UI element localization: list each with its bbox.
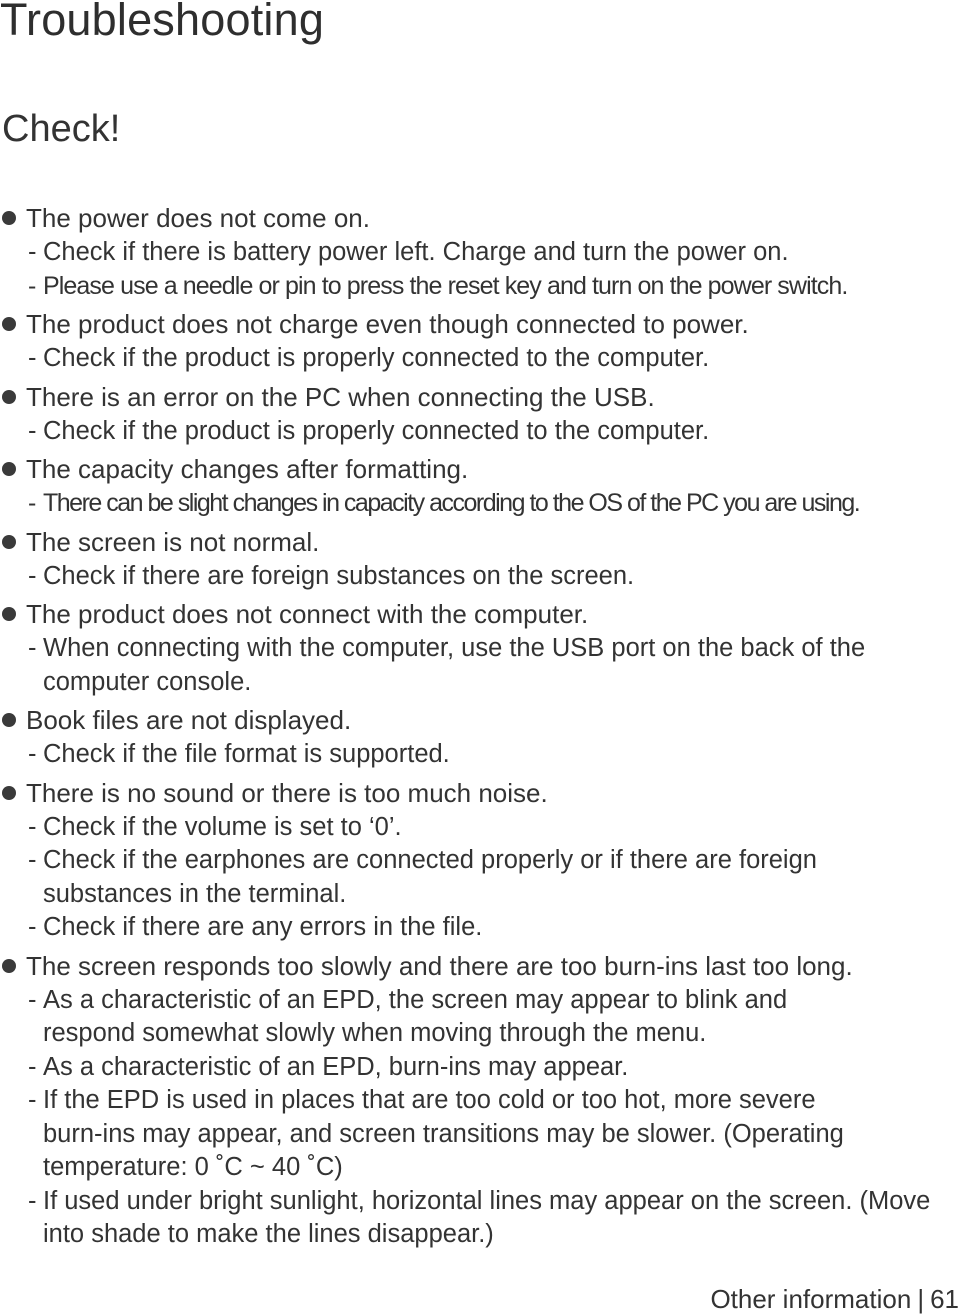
solution-item [0, 236, 965, 270]
bullet-icon [2, 959, 16, 973]
dash-marker: - [28, 913, 37, 941]
solution-list [0, 984, 965, 1252]
solution-text: As a characteristic of an EPD, burn-ins may appear. [43, 1052, 629, 1081]
bullet-icon [2, 317, 16, 331]
solution-item [0, 1051, 965, 1085]
issue-item [0, 200, 965, 303]
solution-item [0, 738, 965, 772]
solution-text: Check if there are any errors in the file. [43, 913, 483, 941]
bullet-icon [2, 713, 16, 727]
solution-item [0, 415, 965, 449]
issue-heading [0, 596, 965, 632]
page-number: 61 [930, 1284, 959, 1314]
solution-text: Check if the product is properly connected to the computer. [43, 416, 710, 445]
dash-marker: - [28, 740, 37, 768]
bullet-icon [2, 786, 16, 800]
solution-text: As a characteristic of an EPD, the screen may appear to blink and respond somewhat slowly when moving through the menu. [43, 985, 788, 1047]
issue-text: Book files are not displayed. [26, 705, 352, 735]
page-title: Troubleshooting [0, 0, 325, 45]
solution-item [0, 811, 965, 845]
issue-text: There is an error on the PC when connecting the USB. [26, 381, 655, 412]
solution-item [0, 844, 965, 911]
section-title: Check! [2, 108, 121, 150]
dash-marker: - [28, 416, 37, 445]
solution-list [0, 738, 965, 772]
issue-text: The screen is not normal. [26, 526, 320, 557]
dash-marker: - [28, 344, 37, 372]
solution-text: Check if the file format is supported. [43, 740, 450, 768]
dash-marker: - [28, 489, 35, 517]
solution-list [0, 811, 965, 945]
solution-item [0, 1185, 965, 1252]
troubleshooting-list [0, 200, 965, 1252]
solution-text: Please use a needle or pin to press the reset key and turn on the power switch. [43, 271, 848, 300]
bullet-icon [2, 607, 16, 621]
dash-marker: - [28, 1052, 37, 1081]
issue-heading [0, 948, 965, 984]
dash-marker: - [28, 1086, 37, 1114]
bullet-icon [2, 390, 16, 404]
solution-item [0, 1084, 965, 1185]
footer-section-label: Other information [710, 1284, 912, 1314]
issue-item [0, 451, 965, 521]
dash-marker: - [28, 846, 37, 874]
issue-heading [0, 379, 965, 415]
issue-text: The product does not connect with the computer. [26, 599, 589, 629]
solution-list [0, 632, 965, 699]
solution-item [0, 342, 965, 376]
dash-marker: - [28, 634, 37, 662]
issue-text: The power does not come on. [26, 203, 370, 233]
solution-text: There can be slight changes in capacity according to the OS of the PC you are using. [43, 489, 860, 517]
solution-text: If used under bright sunlight, horizontal lines may appear on the screen. (Move into shade to make the lines disappear.) [43, 1186, 931, 1248]
issue-text: The capacity changes after formatting. [26, 454, 469, 484]
issue-item [0, 948, 965, 1252]
solution-list [0, 236, 965, 303]
solution-item [0, 560, 965, 594]
solution-text: Check if there is battery power left. Charge and turn the power on. [43, 238, 789, 266]
bullet-icon [2, 535, 16, 549]
solution-text: If the EPD is used in places that are too cold or too hot, more severe burn-ins may appear, and screen transitions may be slower. (Operating temperature: 0 ˚C ~ 40 ˚C) [43, 1086, 844, 1181]
dash-marker: - [28, 985, 37, 1014]
solution-list [0, 560, 965, 594]
solution-item [0, 270, 965, 304]
issue-item [0, 306, 965, 376]
dash-marker: - [28, 812, 37, 841]
bullet-icon [2, 462, 16, 476]
bullet-icon [2, 211, 16, 225]
footer-separator: | [917, 1284, 925, 1314]
solution-text: Check if there are foreign substances on the screen. [43, 561, 635, 590]
solution-item [0, 632, 965, 699]
dash-marker: - [28, 561, 37, 590]
issue-item [0, 596, 965, 699]
solution-list [0, 342, 965, 376]
issue-text: The product does not charge even though connected to power. [26, 309, 749, 339]
issue-heading [0, 524, 965, 560]
issue-heading [0, 702, 965, 738]
issue-heading [0, 306, 965, 342]
issue-item [0, 379, 965, 449]
solution-item [0, 984, 965, 1051]
issue-heading [0, 451, 965, 487]
issue-item [0, 702, 965, 772]
dash-marker: - [28, 271, 36, 300]
issue-item [0, 775, 965, 945]
issue-text: There is no sound or there is too much noise. [26, 777, 548, 808]
solution-text: Check if the volume is set to ‘0’. [43, 812, 402, 841]
solution-list [0, 487, 965, 521]
solution-item [0, 487, 965, 521]
page-footer [710, 1284, 959, 1315]
solution-text: Check if the product is properly connected to the computer. [43, 344, 710, 372]
dash-marker: - [28, 238, 37, 266]
solution-text: Check if the earphones are connected properly or if there are foreign substances in the terminal. [43, 846, 817, 908]
solution-item [0, 911, 965, 945]
dash-marker: - [28, 1186, 37, 1215]
solution-text: When connecting with the computer, use the USB port on the back of the computer console. [43, 634, 866, 696]
solution-list [0, 415, 965, 449]
issue-heading [0, 200, 965, 236]
issue-item [0, 524, 965, 594]
issue-text: The screen responds too slowly and there are too burn-ins last too long. [26, 950, 853, 981]
issue-heading [0, 775, 965, 811]
